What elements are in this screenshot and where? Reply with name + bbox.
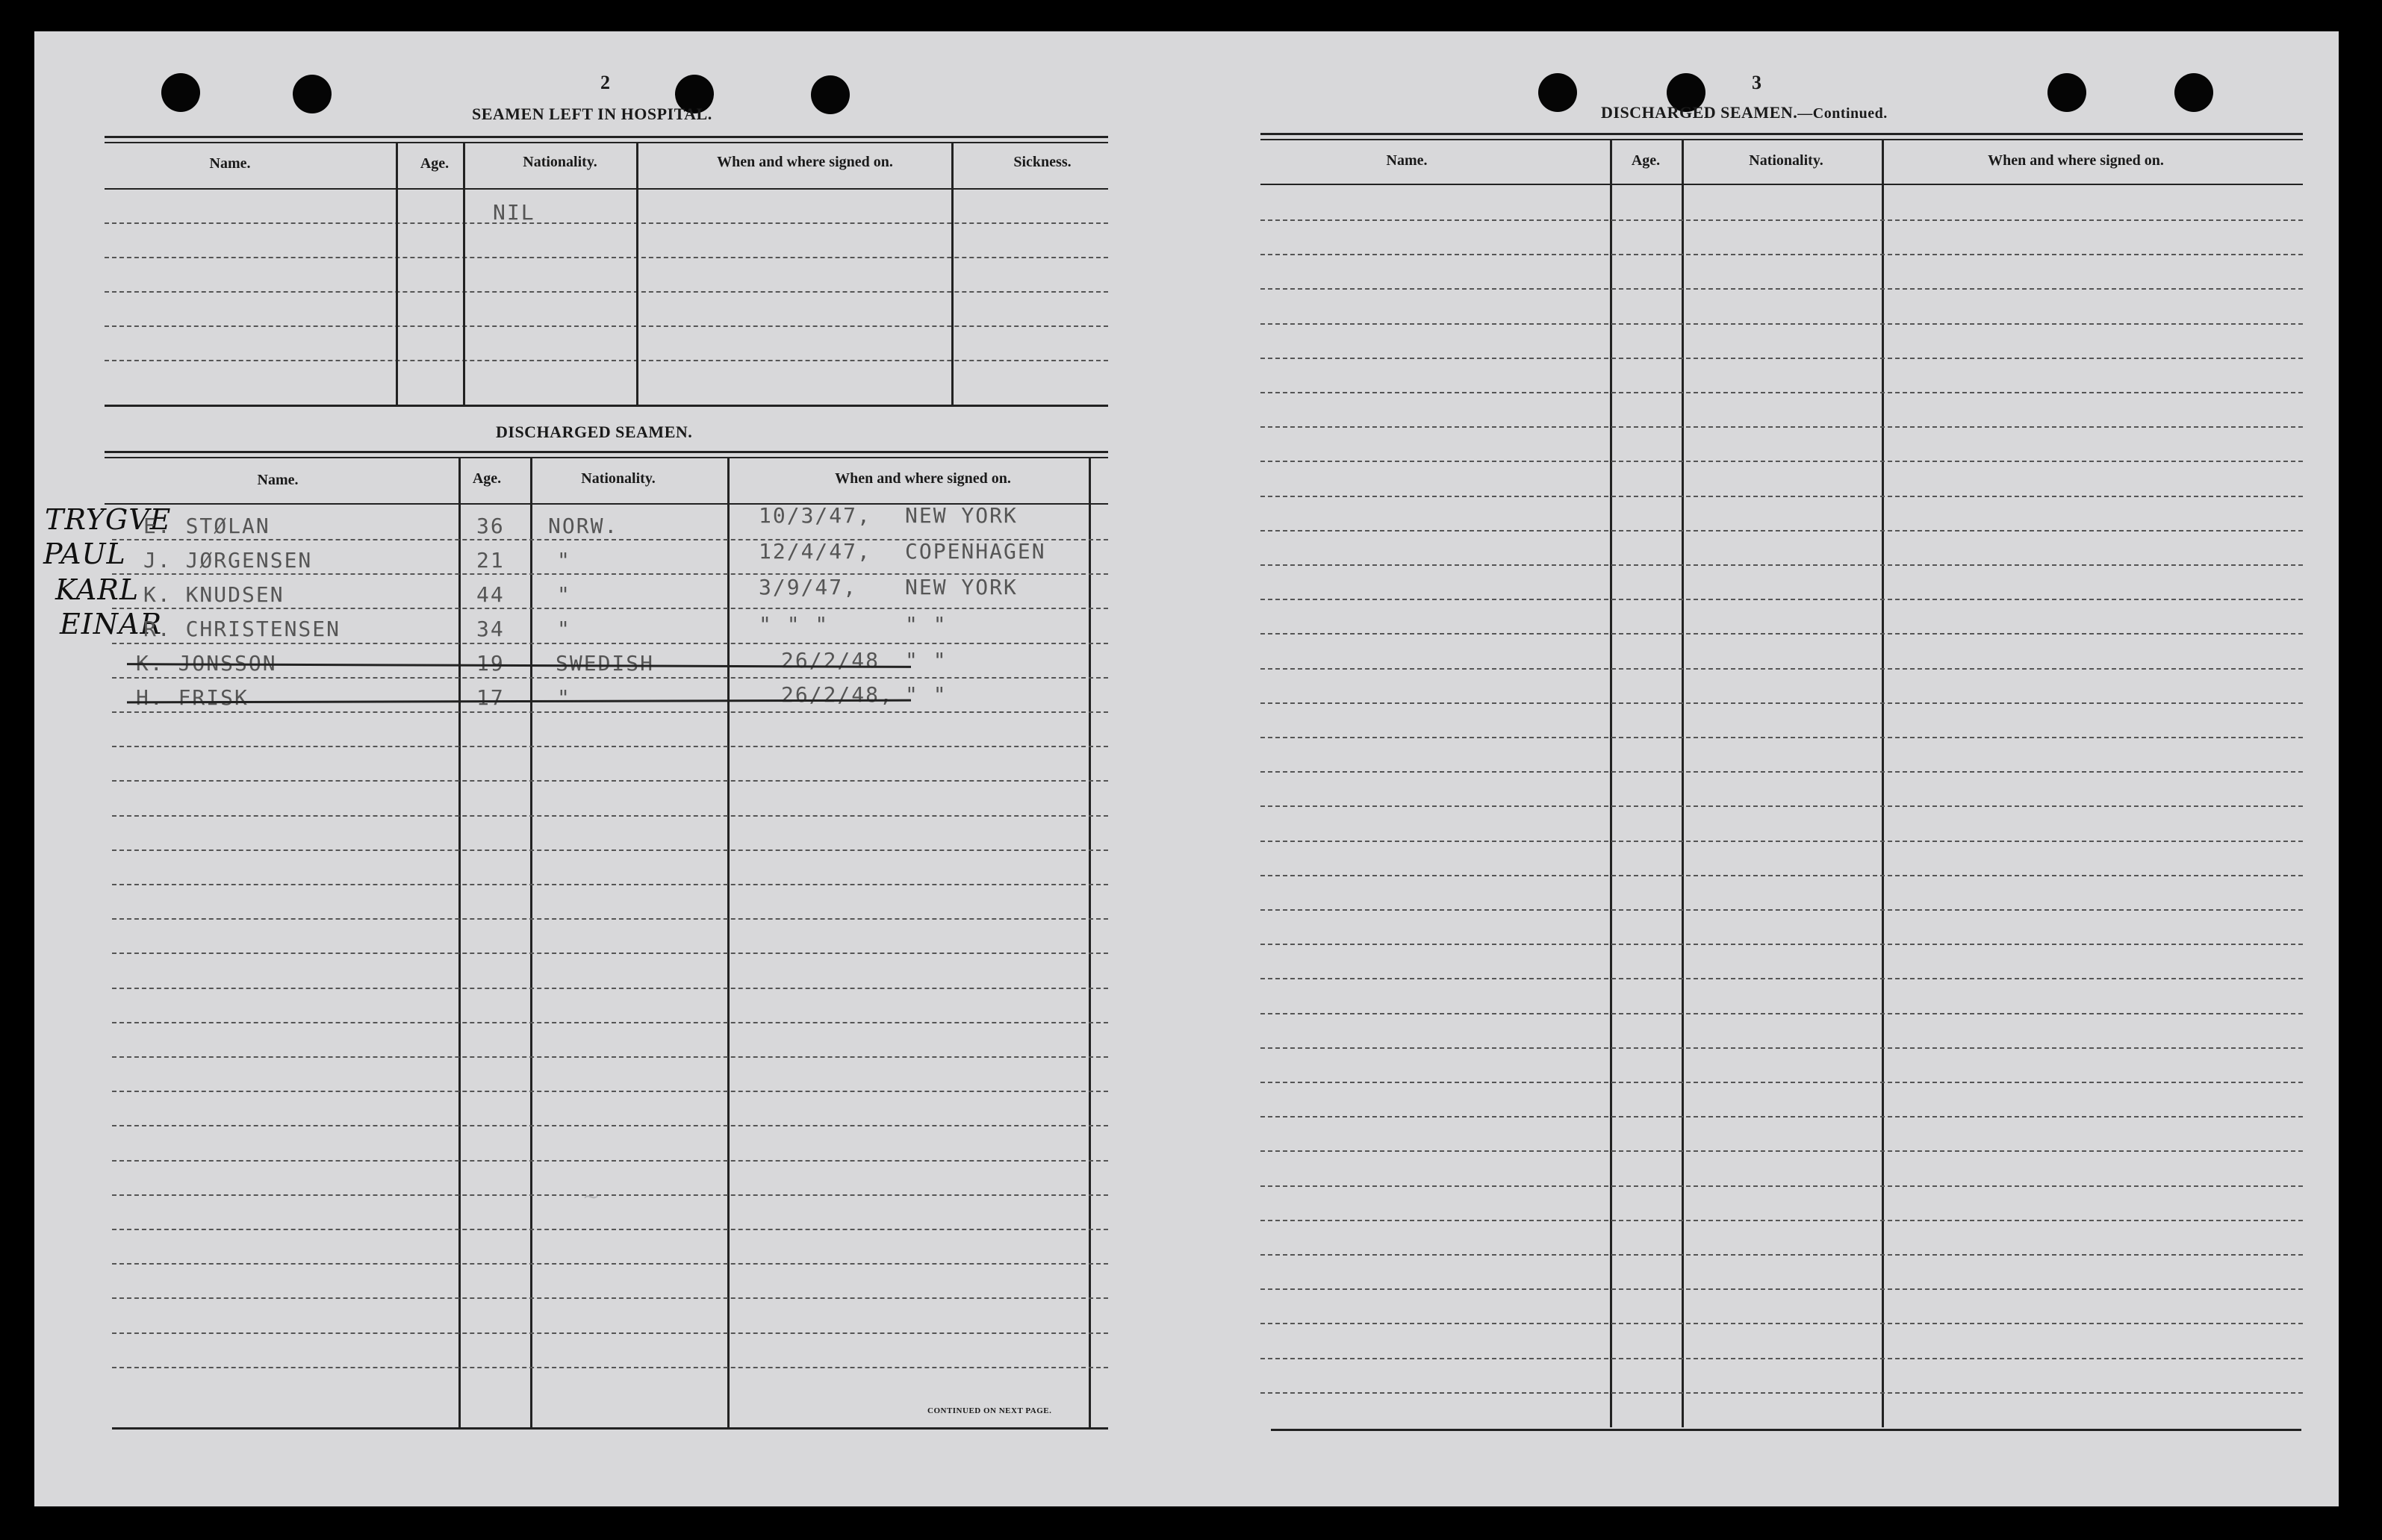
hospital-header-sickness: Sickness. [1013,154,1072,170]
seaman-signed-date: 26/2/48, [781,682,894,707]
ruled-row-line [1260,219,2303,221]
ruled-row-line [112,1367,1108,1368]
punch-hole [293,75,332,113]
handwritten-first-name: PAUL [43,537,126,570]
seaman-age: 19 [476,651,505,676]
seaman-signed-place: NEW YORK [905,503,1018,528]
ruled-row-line [1260,1288,2303,1290]
seaman-signed-date: 3/9/47, [759,575,858,599]
punch-hole [161,73,200,112]
ruled-row-line [112,539,1108,540]
handwritten-first-name: EINAR [60,608,163,640]
ruled-row-line [1260,1082,2303,1083]
right-title-main: DISCHARGED SEAMEN. [1601,103,1798,122]
right-table-top-rule [1260,133,2303,135]
document-sheet [34,31,2339,1506]
seaman-nationality: " [557,582,571,607]
seaman-nationality: " [557,685,571,710]
seaman-signed-place: NEW YORK [905,575,1018,599]
ruled-row-line [1260,254,2303,255]
discharged-header-name: Name. [257,472,299,488]
ruled-row-line [1260,1392,2303,1394]
ruled-row-line [1260,1323,2303,1324]
seaman-signed-date: 10/3/47, [759,503,871,528]
ruled-row-line [1260,358,2303,359]
ruled-row-line [1260,909,2303,911]
ruled-row-line [112,1091,1108,1092]
seaman-signed-place: COPENHAGEN [905,539,1046,564]
ruled-row-line [112,815,1108,817]
ruled-row-line [1260,944,2303,945]
seaman-name: K. JONSSON [136,651,277,676]
seaman-age: 21 [476,548,505,573]
ruled-row-line [112,988,1108,989]
ruled-row-line [1260,599,2303,600]
ruled-row-line [112,746,1108,747]
hospital-table-top-rule [105,142,1108,143]
seaman-name: J. JØRGENSEN [143,548,313,573]
ruled-row-line [1260,1013,2303,1014]
right-column-divider [1610,139,1612,1427]
right-page-number: 3 [1752,72,1761,93]
ruled-row-line [1260,771,2303,773]
seaman-name: K. KNUDSEN [143,582,284,607]
seaman-signed-date: 12/4/47, [759,539,871,564]
discharged-column-divider [1089,457,1091,1429]
ruled-row-line [112,1332,1108,1334]
ruled-row-line [1260,530,2303,531]
ruled-row-line [1260,841,2303,842]
seaman-age: 36 [476,514,505,538]
right-header-signed-on: When and where signed on. [1988,152,2164,169]
ruled-row-line [1260,875,2303,876]
ruled-row-line [1260,702,2303,704]
seaman-age: 34 [476,617,505,641]
ruled-row-line [1260,1254,2303,1256]
seaman-nationality: SWEDISH [556,651,655,676]
discharged-header-signed-on: When and where signed on. [835,470,1011,487]
ruled-row-line [112,643,1108,644]
right-header-name: Name. [1386,152,1428,169]
ruled-row-line [112,711,1108,713]
punch-hole [811,75,850,114]
ruled-row-line [112,1125,1108,1126]
discharged-column-divider [727,457,730,1429]
ruled-row-line [112,1297,1108,1299]
ruled-row-line [1260,633,2303,635]
ruled-row-line [112,1229,1108,1230]
ruled-row-line [112,677,1108,679]
ruled-row-line [112,1194,1108,1196]
punch-hole [1538,73,1577,112]
hospital-row-line [105,360,1108,361]
discharged-section-title: DISCHARGED SEAMEN. [496,423,693,441]
seaman-age: 44 [476,582,505,607]
ruled-row-line [1260,1358,2303,1359]
right-header-age: Age. [1631,152,1661,169]
left-page-number: 2 [600,72,610,93]
seaman-name: E. STØLAN [143,514,270,538]
ruled-row-line [1260,288,2303,290]
discharged-header-age: Age. [472,470,502,487]
continued-footer: CONTINUED ON NEXT PAGE. [927,1406,1052,1415]
hospital-table-bottom-rule [105,405,1108,407]
right-section-title [1601,103,1888,122]
hospital-header-name: Name. [209,155,251,172]
ruled-row-line [1260,392,2303,393]
hospital-header-nationality: Nationality. [523,154,597,170]
seaman-nationality: NORW. [548,514,619,538]
ruled-row-line [1260,668,2303,670]
seaman-signed-place: " " [905,612,948,637]
hospital-header-age: Age. [420,155,450,172]
hospital-row-line [105,325,1108,327]
seaman-nationality: " [557,548,571,573]
seaman-age: 17 [476,685,505,710]
ruled-row-line [112,1160,1108,1162]
punch-hole [2047,73,2086,112]
ruled-row-line [1260,805,2303,807]
ruled-row-line [112,1263,1108,1265]
hospital-row-line [105,257,1108,258]
ruled-row-line [112,918,1108,920]
hospital-header-rule [105,188,1108,190]
seaman-name: R. CHRISTENSEN [143,617,341,641]
faint-mark: ~ [582,1184,600,1209]
seaman-signed-date: 26/2/48 [781,648,880,673]
seaman-nationality: " [557,617,571,641]
ruled-row-line [1260,1185,2303,1187]
ruled-row-line [112,573,1108,575]
right-column-divider [1882,139,1884,1427]
ruled-row-line [112,850,1108,851]
hospital-row-line [105,291,1108,293]
right-column-divider [1682,139,1684,1427]
ruled-row-line [1260,978,2303,979]
hospital-nil-entry: NIL [493,200,535,225]
discharged-column-divider [530,457,532,1429]
hospital-table-top-rule [105,136,1108,138]
ruled-row-line [1260,461,2303,462]
hospital-section-title: SEAMEN LEFT IN HOSPITAL. [472,105,712,123]
hospital-column-divider [463,142,465,405]
ruled-row-line [1260,564,2303,566]
ruled-row-line [112,1056,1108,1058]
ruled-row-line [1260,1047,2303,1049]
seaman-signed-place: " " [905,682,948,707]
right-header-nationality: Nationality. [1749,152,1823,169]
ruled-row-line [112,884,1108,885]
hospital-column-divider [396,142,398,405]
seaman-signed-place: " " [905,648,948,673]
seaman-signed-date: " " " [759,612,830,637]
hospital-header-signed-on: When and where signed on. [717,154,893,170]
discharged-header-nationality: Nationality. [581,470,656,487]
punch-hole [2174,73,2213,112]
right-table-bottom-rule [1271,1429,2301,1431]
hospital-column-divider [951,142,954,405]
ruled-row-line [1260,1220,2303,1221]
hospital-column-divider [636,142,638,405]
discharged-column-divider [458,457,461,1429]
handwritten-first-name: KARL [55,573,140,606]
ruled-row-line [112,953,1108,954]
ruled-row-line [1260,1116,2303,1117]
handwritten-first-name: TRYGVE [45,503,172,536]
ruled-row-line [112,780,1108,782]
discharged-table-top-rule [105,451,1108,453]
right-table-top-rule [1260,139,2303,140]
discharged-table-bottom-rule [112,1427,1108,1430]
ruled-row-line [112,608,1108,609]
seaman-name: H. FRISK [136,685,249,710]
hospital-row-line [105,222,1108,224]
ruled-row-line [112,1022,1108,1023]
ruled-row-line [1260,426,2303,428]
ruled-row-line [1260,1150,2303,1152]
ruled-row-line [1260,496,2303,497]
right-header-rule [1260,184,2303,185]
right-title-suffix: —Continued. [1797,105,1888,122]
discharged-table-top-rule [105,457,1108,458]
ruled-row-line [1260,737,2303,738]
ruled-row-line [1260,323,2303,325]
